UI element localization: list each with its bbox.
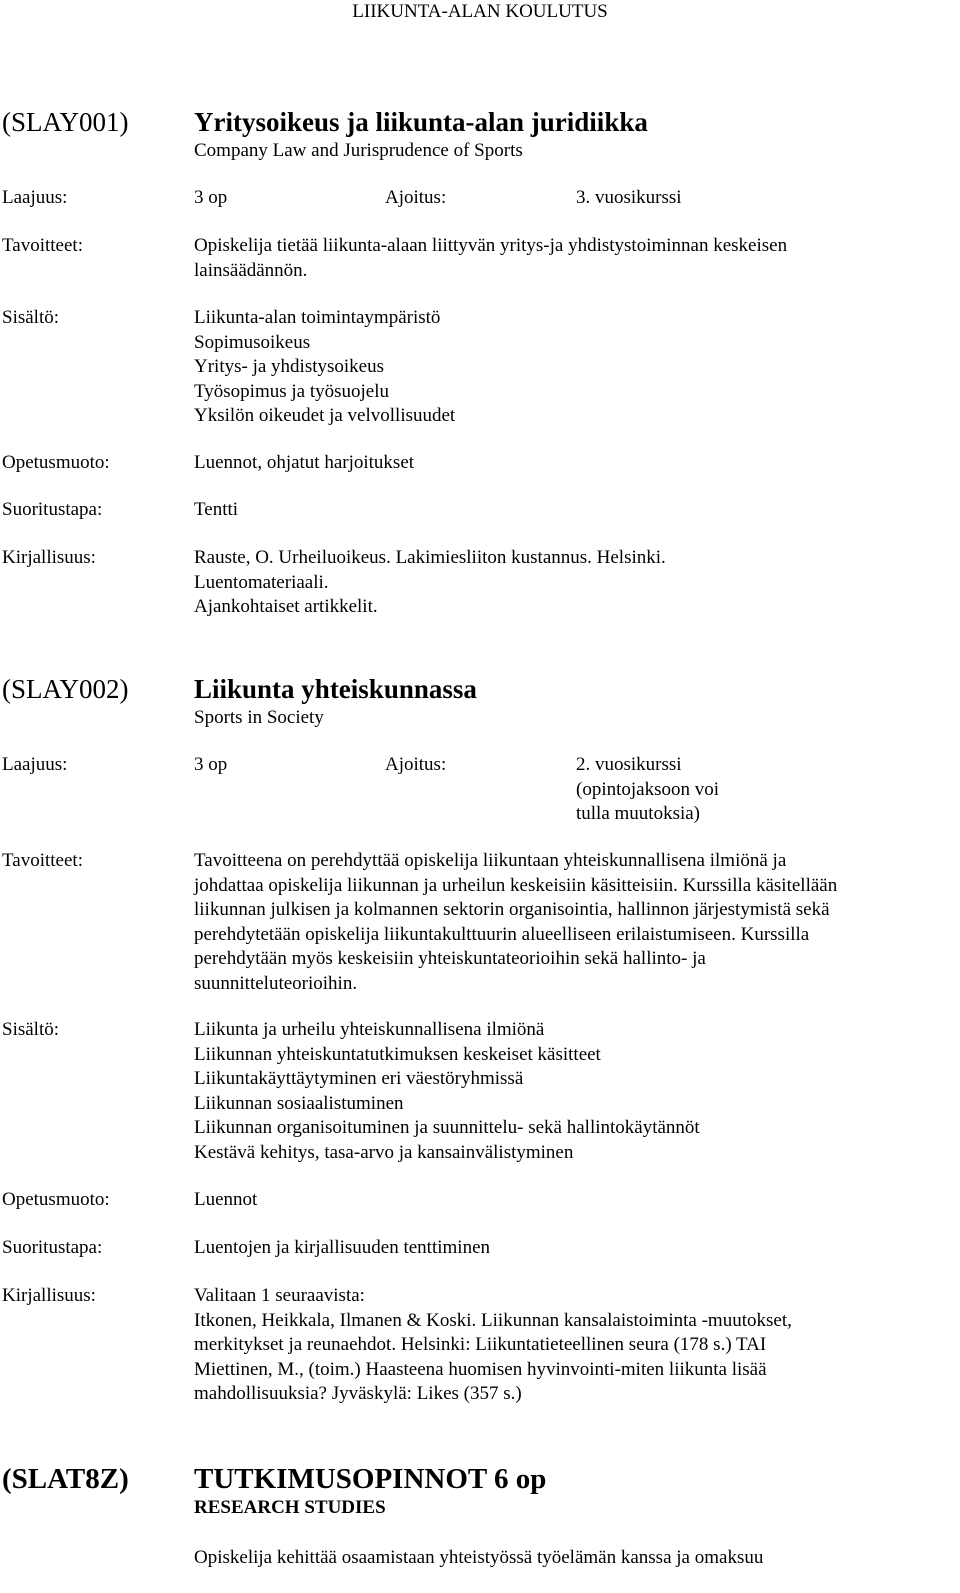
kirjallisuus-item: Luentomateriaali. [194, 571, 329, 593]
sisalto-item: Kestävä kehitys, tasa-arvo ja kansainvälistyminen [194, 1141, 574, 1163]
research-intro: Opiskelija kehittää osaamistaan yhteistyössä työelämän kanssa ja omaksuu [194, 1547, 764, 1568]
tavoitteet-line: suunnitteluteorioihin. [194, 972, 358, 994]
course-subtitle: Company Law and Jurisprudence of Sports [194, 140, 523, 161]
opetusmuoto-value: Luennot, ohjatut harjoitukset [194, 452, 415, 473]
laajuus-value: 3 op [194, 754, 228, 775]
tavoitteet-line: perehdytetään opiskelija liikuntakulttuurin alueelliseen erilaistumiseen. Kurssilla [194, 923, 810, 945]
course-code: (SLAY001) [2, 107, 129, 137]
tavoitteet-label: Tavoitteet: [2, 850, 83, 871]
opetusmuoto-label: Opetusmuoto: [2, 452, 110, 473]
kirjallisuus-label: Kirjallisuus: [2, 1285, 96, 1306]
ajoitus-value: 3. vuosikurssi [576, 187, 682, 208]
course-code: (SLAY002) [2, 674, 129, 704]
tavoitteet-line: perehdytään myös keskeisiin yhteiskuntateorioihin sekä hallinto- ja [194, 948, 706, 969]
sisalto-item: Yritys- ja yhdistysoikeus [194, 356, 384, 377]
ajoitus-line: 2. vuosikurssi [576, 754, 682, 775]
sisalto-label: Sisältö: [2, 1019, 60, 1040]
sisalto-item: Yksilön oikeudet ja velvollisuudet [194, 405, 456, 426]
tavoitteet-line: liikunnan julkisen ja kolmannen sektorin organisointia, hallinnon järjestymistä sekä [194, 899, 830, 920]
tavoitteet-text [194, 849, 837, 996]
opetusmuoto-label: Opetusmuoto: [2, 1189, 110, 1210]
suoritustapa-value: Tentti [194, 499, 239, 520]
laajuus-label: Laajuus: [2, 754, 68, 775]
sisalto-list [194, 306, 455, 429]
tavoitteet-line: Opiskelija tietää liikunta-alaan liittyvän yritys-ja yhdistystoiminnan keskeisen [194, 235, 788, 256]
sisalto-item: Liikunnan organisoituminen ja suunnittelu- sekä hallintokäytännöt [194, 1117, 700, 1138]
ajoitus-label: Ajoitus: [385, 187, 447, 208]
kirjallisuus-item: Miettinen, M., (toim.) Haasteena huomisen hyvinvointi-miten liikunta lisää [194, 1358, 767, 1380]
tavoitteet-text [194, 234, 787, 283]
research-title: TUTKIMUSOPINNOT 6 op [194, 1463, 547, 1495]
tavoitteet-line: johdattaa opiskelija liikunnan ja urheilun keskeisiin käsitteisiin. Kurssilla käsitellään [194, 874, 838, 896]
research-code: (SLAT8Z) [2, 1463, 129, 1495]
kirjallisuus-item: Rauste, O. Urheiluoikeus. Lakimiesliiton kustannus. Helsinki. [194, 547, 666, 568]
ajoitus-line: tulla muutoksia) [576, 803, 701, 824]
ajoitus-line: (opintojaksoon voi [576, 778, 720, 800]
suoritustapa-label: Suoritustapa: [2, 1237, 103, 1258]
tavoitteet-label: Tavoitteet: [2, 235, 83, 256]
course-subtitle: Sports in Society [194, 707, 324, 728]
sisalto-item: Liikunta-alan toimintaympäristö [194, 307, 441, 328]
laajuus-value: 3 op [194, 187, 228, 208]
kirjallisuus-label: Kirjallisuus: [2, 547, 96, 568]
sisalto-item: Liikunnan sosiaalistuminen [194, 1092, 404, 1114]
tavoitteet-line: Tavoitteena on perehdyttää opiskelija liikuntaan yhteiskunnallisena ilmiönä ja [194, 850, 787, 871]
kirjallisuus-item: merkitykset ja reunaehdot. Helsinki: Liikuntatieteellinen seura (178 s.) TAI [194, 1334, 767, 1355]
sisalto-item: Liikunnan yhteiskuntatutkimuksen keskeiset käsitteet [194, 1043, 601, 1065]
page-header: LIIKUNTA-ALAN KOULUTUS [352, 1, 608, 22]
sisalto-item: Liikunta ja urheilu yhteiskunnallisena ilmiönä [194, 1019, 545, 1040]
course-title: Liikunta yhteiskunnassa [194, 674, 477, 704]
laajuus-label: Laajuus: [2, 187, 68, 208]
tavoitteet-line: lainsäädännön. [194, 259, 308, 281]
ajoitus-label: Ajoitus: [385, 754, 447, 775]
kirjallisuus-item: mahdollisuuksia? Jyväskylä: Likes (357 s.) [194, 1383, 522, 1404]
kirjallisuus-item: Ajankohtaiset artikkelit. [194, 596, 378, 617]
sisalto-label: Sisältö: [2, 307, 60, 328]
sisalto-list [194, 1018, 700, 1165]
sisalto-item: Sopimusoikeus [194, 331, 311, 353]
sisalto-item: Liikuntakäyttäytyminen eri väestöryhmissä [194, 1068, 524, 1089]
ajoitus-value [576, 753, 719, 827]
kirjallisuus-list [194, 1284, 792, 1407]
opetusmuoto-value: Luennot [194, 1189, 258, 1210]
suoritustapa-label: Suoritustapa: [2, 499, 103, 520]
kirjallisuus-item: Itkonen, Heikkala, Ilmanen & Koski. Liikunnan kansalaistoiminta -muutokset, [194, 1309, 792, 1331]
course-title: Yritysoikeus ja liikunta-alan juridiikka [194, 107, 648, 137]
research-subtitle: RESEARCH STUDIES [194, 1497, 386, 1518]
sisalto-item: Työsopimus ja työsuojelu [194, 380, 390, 402]
suoritustapa-value: Luentojen ja kirjallisuuden tenttiminen [194, 1237, 491, 1258]
kirjallisuus-item: Valitaan 1 seuraavista: [194, 1285, 365, 1306]
kirjallisuus-list [194, 546, 666, 620]
